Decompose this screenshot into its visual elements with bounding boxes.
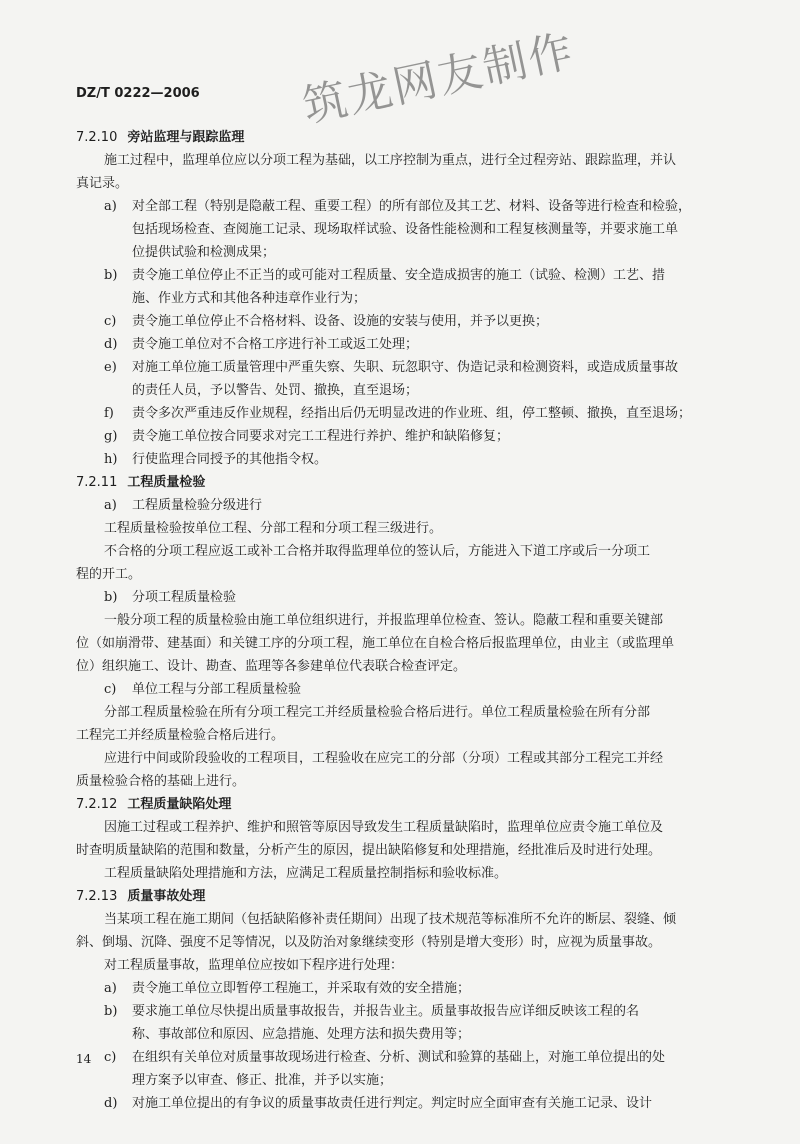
- section-number: 7.2.11: [76, 475, 118, 490]
- list-item-text: 责令施工单位停止不正当的或可能对工程质量、安全造成损害的施工（试验、检测）工艺、措: [132, 268, 666, 283]
- list-item: [0, 1046, 800, 1069]
- paragraph-line: 时查明质量缺陷的范围和数量，分析产生的原因，提出缺陷修复和处理措施，经批准后及时进行处理。: [76, 843, 662, 858]
- paragraph-line: 不合格的分项工程应返工或补工合格并取得监理单位的签认后，方能进入下道工序或后一分项工: [104, 544, 651, 559]
- list-item: [0, 264, 800, 287]
- paragraph-line: 工程完工并经质量检验合格后进行。: [76, 728, 285, 743]
- list-item-text: 行使监理合同授予的其他指令权。: [132, 452, 328, 467]
- paragraph-line: 因施工过程或工程养护、维护和照管等原因导致发生工程质量缺陷时，监理单位应责令施工单位及: [104, 820, 664, 835]
- section-number: 7.2.10: [76, 130, 118, 145]
- list-item: [0, 310, 800, 333]
- paragraph-line: 对工程质量事故，监理单位应按如下程序进行处理：: [104, 958, 404, 973]
- list-item-continuation: 施、作业方式和其他各种违章作业行为；: [132, 291, 367, 306]
- list-marker: c): [104, 1050, 117, 1065]
- standard-code: DZ/T 0222—2006: [76, 86, 200, 101]
- list-item: [0, 333, 800, 356]
- list-item-continuation: 的责任人员，予以警告、处罚、撤换，直至退场；: [132, 383, 419, 398]
- list-item: [0, 195, 800, 218]
- list-item: [0, 1092, 800, 1115]
- list-item: [0, 1000, 800, 1023]
- paragraph-line: 位）组织施工、设计、勘查、监理等各参建单位代表联合检查评定。: [76, 659, 467, 674]
- list-item-text: 分项工程质量检验: [132, 590, 237, 605]
- paragraph-line: 程的开工。: [76, 567, 142, 582]
- list-item-text: 工程质量检验分级进行: [132, 498, 263, 513]
- list-item-text: 责令施工单位对不合格工序进行补工或返工处理；: [132, 337, 419, 352]
- paragraph-line: 斜、倒塌、沉降、强度不足等情况，以及防治对象继续变形（特别是增大变形）时，应视为质量事故。: [76, 935, 662, 950]
- list-marker: a): [104, 199, 117, 214]
- list-item: [0, 448, 800, 471]
- list-item-continuation: 称、事故部位和原因、应急措施、处理方法和损失费用等；: [132, 1027, 471, 1042]
- list-item-text: 对施工单位施工质量管理中严重失察、失职、玩忽职守、伪造记录和检测资料，或造成质量事故: [132, 360, 679, 375]
- list-item-text: 责令施工单位停止不合格材料、设备、设施的安装与使用，并予以更换；: [132, 314, 549, 329]
- list-marker: c): [104, 314, 117, 329]
- list-item: [0, 494, 800, 517]
- list-marker: e): [104, 360, 117, 375]
- list-item: [0, 356, 800, 379]
- list-item-text: 对施工单位提出的有争议的质量事故责任进行判定。判定时应全面审查有关施工记录、设计: [132, 1096, 653, 1111]
- paragraph-line: 一般分项工程的质量检验由施工单位组织进行，并报监理单位检查、签认。隐蔽工程和重要关键部: [104, 613, 664, 628]
- list-item-text: 责令施工单位立即暂停工程施工，并采取有效的安全措施；: [132, 981, 471, 996]
- list-item: [0, 402, 800, 425]
- section-title: 质量事故处理: [127, 889, 206, 904]
- section-title: 工程质量缺陷处理: [127, 797, 232, 812]
- section-title: 工程质量检验: [127, 475, 206, 490]
- paragraph-line: 分部工程质量检验在所有分项工程完工并经质量检验合格后进行。单位工程质量检验在所有分部: [104, 705, 651, 720]
- list-marker: a): [104, 498, 117, 513]
- list-item: [0, 678, 800, 701]
- list-marker: h): [104, 452, 118, 467]
- paragraph-line: 工程质量缺陷处理措施和方法，应满足工程质量控制指标和验收标准。: [104, 866, 508, 881]
- list-item-text: 责令施工单位按合同要求对完工工程进行养护、维护和缺陷修复；: [132, 429, 510, 444]
- paragraph-line: 真记录。: [76, 176, 129, 191]
- watermark-text: 筑龙网友制作: [298, 25, 579, 133]
- section-title: 旁站监理与跟踪监理: [127, 130, 245, 145]
- list-marker: b): [104, 590, 118, 605]
- list-marker: f): [104, 406, 114, 421]
- list-item-text: 责令多次严重违反作业规程，经指出后仍无明显改进的作业班、组，停工整顿、撤换，直至退场；: [132, 406, 692, 421]
- paragraph-line: 工程质量检验按单位工程、分部工程和分项工程三级进行。: [104, 521, 443, 536]
- list-item-continuation: 包括现场检查、查阅施工记录、现场取样试验、设备性能检测和工程复核测量等，并要求施工单: [132, 222, 679, 237]
- list-item: [0, 977, 800, 1000]
- section-heading: [0, 126, 800, 149]
- section-number: 7.2.12: [76, 797, 118, 812]
- paragraph-line: 应进行中间或阶段验收的工程项目，工程验收在应完工的分部（分项）工程或其部分工程完工并经: [104, 751, 664, 766]
- list-marker: g): [104, 429, 118, 444]
- paragraph-line: 当某项工程在施工期间（包括缺陷修补责任期间）出现了技术规范等标准所不允许的断层、裂缝、倾: [104, 912, 677, 927]
- list-item-continuation: 理方案予以审查、修正、批准，并予以实施；: [132, 1073, 393, 1088]
- list-marker: a): [104, 981, 117, 996]
- list-item-text: 在组织有关单位对质量事故现场进行检查、分析、测试和验算的基础上，对施工单位提出的处: [132, 1050, 666, 1065]
- list-item: [0, 586, 800, 609]
- paragraph-line: 位（如崩滑带、建基面）和关键工序的分项工程，施工单位在自检合格后报监理单位，由业主（或监理单: [76, 636, 675, 651]
- list-item: [0, 425, 800, 448]
- list-marker: d): [104, 337, 118, 352]
- section-heading: [0, 471, 800, 494]
- list-marker: d): [104, 1096, 118, 1111]
- section-heading: [0, 793, 800, 816]
- list-item-text: 单位工程与分部工程质量检验: [132, 682, 302, 697]
- section-heading: [0, 885, 800, 908]
- page-number: 14: [76, 1052, 92, 1066]
- list-marker: b): [104, 268, 118, 283]
- list-marker: b): [104, 1004, 118, 1019]
- section-number: 7.2.13: [76, 889, 118, 904]
- paragraph-line: 施工过程中，监理单位应以分项工程为基础，以工序控制为重点，进行全过程旁站、跟踪监理，并认: [104, 153, 677, 168]
- list-item-text: 对全部工程（特别是隐蔽工程、重要工程）的所有部位及其工艺、材料、设备等进行检查和检验，: [132, 199, 692, 214]
- list-item-continuation: 位提供试验和检测成果；: [132, 245, 276, 260]
- paragraph-line: 质量检验合格的基础上进行。: [76, 774, 246, 789]
- body-text: [0, 126, 800, 1115]
- list-item-text: 要求施工单位尽快提出质量事故报告，并报告业主。质量事故报告应详细反映该工程的名: [132, 1004, 640, 1019]
- list-marker: c): [104, 682, 117, 697]
